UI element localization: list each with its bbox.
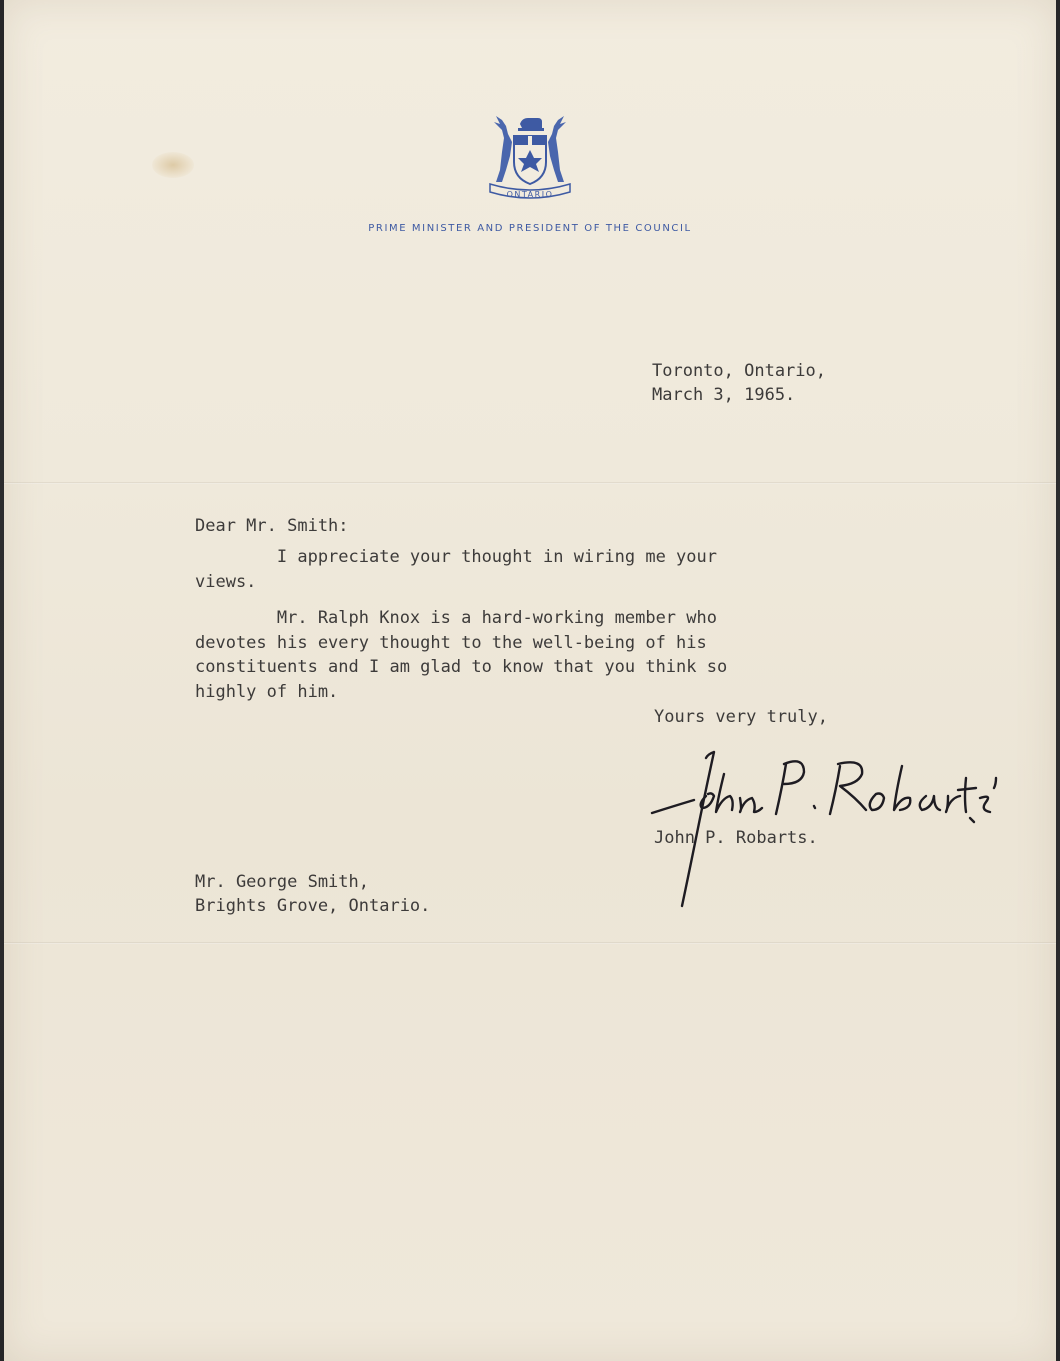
paragraph-2-line-2: devotes his every thought to the well-being of his (195, 633, 707, 653)
letter-place: Toronto, Ontario, (652, 361, 826, 381)
handwritten-signature-icon (644, 718, 1024, 908)
recipient-name: Mr. George Smith, (195, 872, 369, 892)
office-title: PRIME MINISTER AND PRESIDENT OF THE COUNCIL (368, 223, 692, 234)
crest-label: ONTARIO (506, 190, 554, 199)
signatory-name: John P. Robarts. (654, 828, 818, 848)
paragraph-2-line-1: Mr. Ralph Knox is a hard-working member who (195, 608, 717, 628)
paper-fold-lower (4, 942, 1056, 944)
salutation: Dear Mr. Smith: (195, 516, 349, 536)
letter-date: March 3, 1965. (652, 385, 796, 405)
paragraph-2-line-3: constituents and I am glad to know that you think so (195, 657, 728, 677)
recipient-address: Brights Grove, Ontario. (195, 896, 431, 916)
paragraph-1-line-1: I appreciate your thought in wiring me your (195, 547, 717, 567)
letter-page (4, 0, 1056, 1361)
paragraph-1-line-2: views. (195, 572, 257, 592)
paper-stain (152, 152, 194, 178)
paper-fold-upper (4, 482, 1056, 484)
ontario-coat-of-arms-icon (482, 112, 578, 202)
closing: Yours very truly, (654, 707, 828, 727)
paragraph-2-line-4: highly of him. (195, 682, 339, 702)
